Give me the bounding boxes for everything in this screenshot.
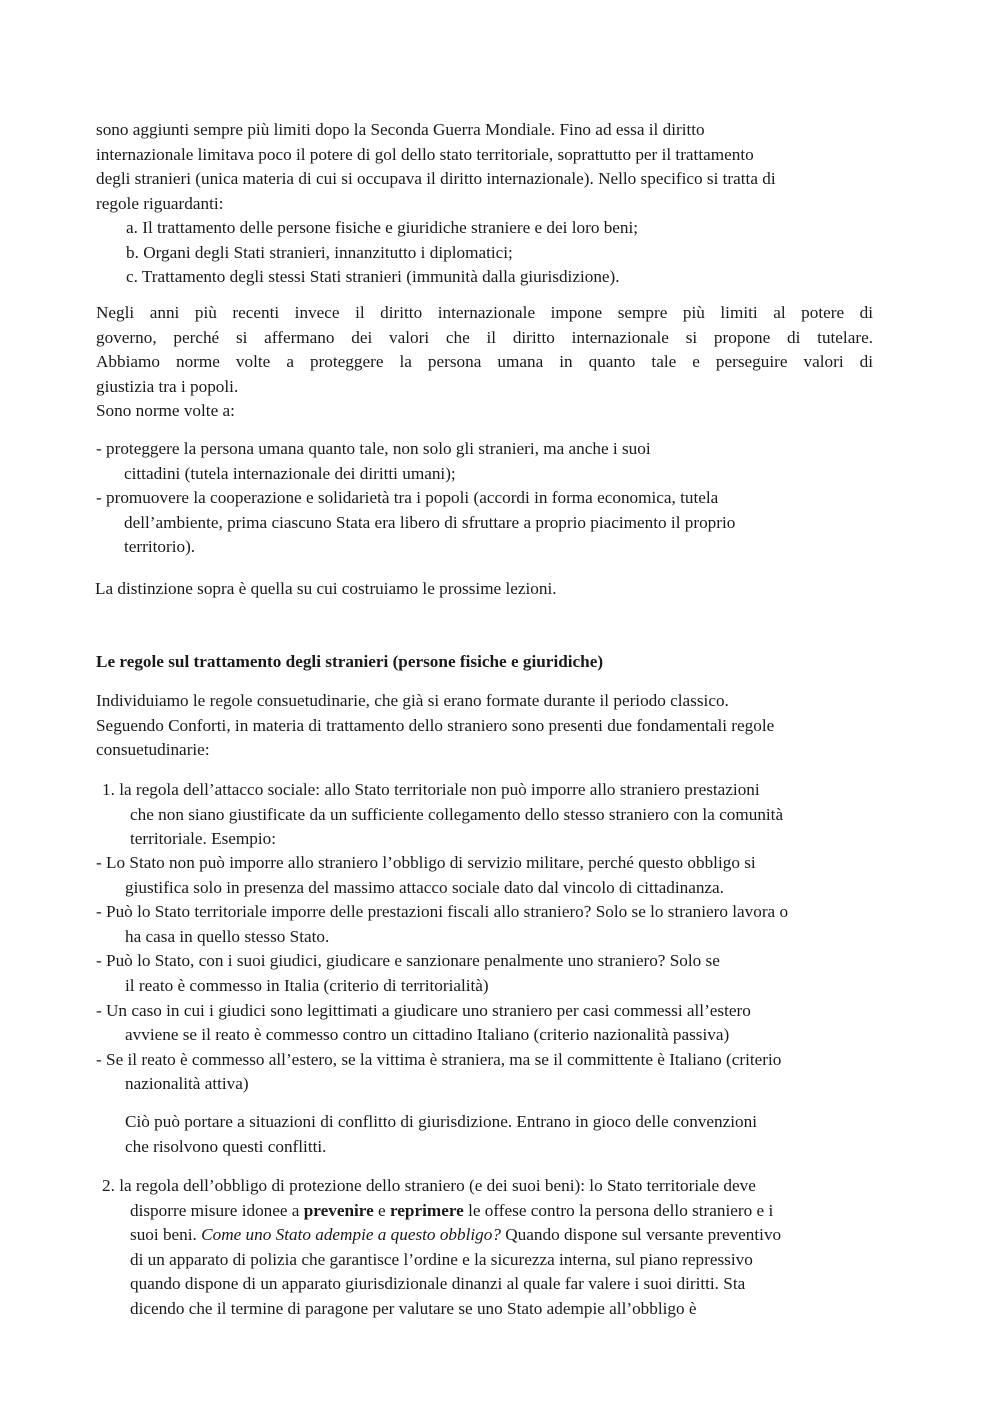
bold-term-prevenire: prevenire bbox=[303, 1200, 374, 1220]
examples-list bbox=[96, 851, 908, 1097]
italic-question: Come uno Stato adempie a questo obbligo? bbox=[201, 1225, 501, 1245]
text-line: suoi beni. Come uno Stato adempie a questo obbligo? Quando dispone sul versante preventivo bbox=[130, 1225, 782, 1245]
text-line: degli stranieri (unica materia di cui si occupava il diritto internazionale). Nello specifico si tratta di bbox=[96, 169, 776, 189]
text-line: Sono norme volte a: bbox=[96, 401, 235, 421]
summary-line bbox=[95, 577, 907, 602]
example-item: - Può lo Stato territoriale imporre delle prestazioni fiscali allo straniero? Solo se lo straniero lavora o bbox=[96, 902, 789, 922]
example-item: - Può lo Stato, con i suoi giudici, giudicare e sanzionare penalmente uno straniero? Solo se bbox=[96, 951, 720, 971]
list-item-continuation: territorio). bbox=[124, 537, 196, 557]
text-line: governo, perché si affermano dei valori che il diritto internazionale si propone di tutelare. bbox=[96, 327, 873, 347]
list-item: - proteggere la persona umana quanto tale, non solo gli stranieri, ma anche i suoi bbox=[96, 439, 651, 458]
text-line: regole riguardanti: bbox=[96, 193, 224, 213]
recent-paragraph bbox=[96, 301, 873, 424]
text-line: Abbiamo norme volte a proteggere la persona umana in quanto tale e perseguire valori di bbox=[96, 352, 873, 372]
text-line: Individuiamo le regole consuetudinarie, che già si erano formate durante il periodo classico. bbox=[96, 691, 729, 710]
text-line: 2. la regola dell’obbligo di protezione dello straniero (e dei suoi beni): lo Stato territoriale deve bbox=[102, 1176, 756, 1195]
example-item: - Lo Stato non può imporre allo straniero l’obbligo di servizio militare, perché questo obbligo si bbox=[96, 853, 756, 872]
example-continuation: ha casa in quello stesso Stato. bbox=[125, 926, 330, 946]
text-line: consuetudinarie: bbox=[96, 740, 210, 760]
text-line: quando dispone di un apparato giurisdizionale dinanzi al quale far valere i suoi diritti. Sta bbox=[130, 1274, 746, 1294]
example-continuation: giustifica solo in presenza del massimo attacco sociale dato dal vincolo di cittadinanza. bbox=[125, 877, 724, 897]
text-line: Negli anni più recenti invece il diritto internazionale impone sempre più limiti al potere di bbox=[96, 303, 873, 322]
text-line: internazionale limitava poco il potere di gol dello stato territoriale, soprattutto per il trattamento bbox=[96, 144, 754, 164]
example-continuation: avviene se il reato è commesso contro un cittadino Italiano (criterio nazionalità passiva) bbox=[125, 1025, 730, 1045]
list-item-continuation: cittadini (tutela internazionale dei diritti umani); bbox=[124, 463, 456, 483]
intro-list bbox=[126, 216, 886, 290]
example-item: - Se il reato è commesso all’estero, se la vittima è straniera, ma se il committente è Italiano (criterio bbox=[96, 1049, 782, 1069]
example-item: - Un caso in cui i giudici sono legittimati a giudicare uno straniero per casi commessi all’estero bbox=[96, 1000, 751, 1020]
list-item: c. Trattamento degli stessi Stati stranieri (immunità dalla giurisdizione). bbox=[126, 267, 620, 287]
text-line: 1. la regola dell’attacco sociale: allo Stato territoriale non può imporre allo straniero prestazioni bbox=[102, 780, 760, 799]
section-heading: Le regole sul trattamento degli stranieri (persone fisiche e giuridiche) bbox=[96, 652, 604, 671]
text-line: Ciò può portare a situazioni di conflitto di giurisdizione. Entrano in gioco delle convenzioni bbox=[125, 1112, 757, 1131]
text-line: La distinzione sopra è quella su cui costruiamo le prossime lezioni. bbox=[95, 579, 557, 598]
text-line: territoriale. Esempio: bbox=[130, 829, 277, 849]
text-line: sono aggiunti sempre più limiti dopo la Seconda Guerra Mondiale. Fino ad essa il diritto bbox=[96, 120, 705, 139]
list-item-continuation: dell’ambiente, prima ciascuno Stata era libero di sfruttare a proprio piacimento il proprio bbox=[124, 512, 736, 532]
bold-term-reprimere: reprimere bbox=[389, 1200, 464, 1220]
aims-list bbox=[96, 437, 908, 560]
section-intro bbox=[96, 689, 908, 763]
rule-2 bbox=[102, 1174, 908, 1322]
text-line: giustizia tra i popoli. bbox=[96, 376, 239, 396]
text-line: dicendo che il termine di paragone per valutare se uno Stato adempie all’obbligo è bbox=[130, 1298, 697, 1318]
text-line: Seguendo Conforti, in materia di trattamento dello straniero sono presenti due fondamentali regole bbox=[96, 715, 775, 735]
list-item: a. Il trattamento delle persone fisiche e giuridiche straniere e dei loro beni; bbox=[126, 218, 639, 237]
intro-paragraph bbox=[96, 118, 908, 216]
rule-1 bbox=[102, 778, 908, 852]
list-item: - promuovere la cooperazione e solidarietà tra i popoli (accordi in forma economica, tutela bbox=[96, 488, 719, 508]
list-item: b. Organi degli Stati stranieri, innanzitutto i diplomatici; bbox=[126, 242, 513, 262]
text-line: disporre misure idonee a prevenire e reprimere le offese contro la persona dello straniero e i bbox=[130, 1200, 774, 1220]
text-line: di un apparato di polizia che garantisce l’ordine e la sicurezza interna, sul piano repressivo bbox=[130, 1249, 753, 1269]
example-continuation: il reato è commesso in Italia (criterio di territorialità) bbox=[125, 975, 489, 995]
conflict-note bbox=[125, 1110, 905, 1159]
text-line: che non siano giustificate da un sufficiente collegamento dello stesso straniero con la comunità bbox=[130, 804, 784, 824]
example-continuation: nazionalità attiva) bbox=[125, 1074, 249, 1094]
text-line: che risolvono questi conflitti. bbox=[125, 1136, 327, 1156]
